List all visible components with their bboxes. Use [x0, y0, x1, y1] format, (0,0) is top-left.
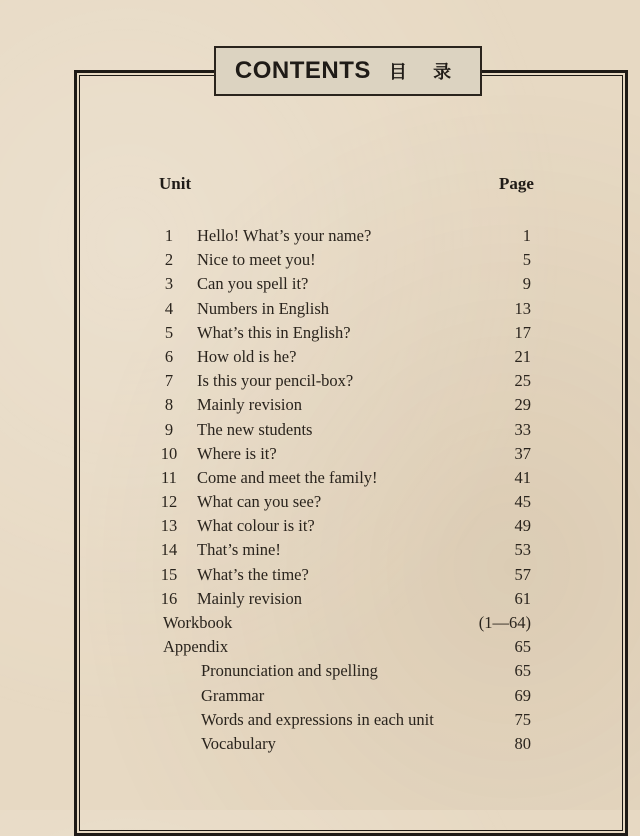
- page-number: 57: [514, 564, 531, 584]
- toc-row-appendix-item[interactable]: [0, 732, 640, 756]
- toc-row-appendix[interactable]: [0, 635, 640, 659]
- unit-number: 9: [164, 419, 174, 439]
- page-number: 25: [514, 371, 531, 391]
- page-number: (1—64): [478, 613, 531, 632]
- page-number: 69: [514, 685, 531, 705]
- page-number: 49: [514, 516, 531, 536]
- page-number: 45: [514, 492, 531, 512]
- appendix-item-title: Pronunciation and spelling: [201, 661, 378, 681]
- appendix-title: Appendix: [163, 637, 229, 657]
- page-number: 65: [514, 661, 531, 681]
- toc-row-unit-11[interactable]: [0, 466, 640, 490]
- page-number: 21: [514, 346, 531, 366]
- unit-number: 8: [164, 395, 174, 415]
- toc-row-appendix-item[interactable]: [0, 684, 640, 708]
- unit-title: Can you spell it?: [197, 274, 309, 294]
- unit-number: 10: [160, 443, 178, 463]
- toc-row-unit-16[interactable]: [0, 587, 640, 611]
- unit-number: 7: [164, 371, 174, 391]
- page-column-header: Page: [499, 174, 534, 193]
- unit-title: What’s this in English?: [197, 322, 351, 342]
- unit-title: What’s the time?: [197, 564, 309, 584]
- unit-title: How old is he?: [197, 346, 297, 366]
- unit-column-header: Unit: [159, 174, 192, 193]
- toc-row-appendix-item[interactable]: [0, 659, 640, 683]
- unit-title: Mainly revision: [197, 395, 302, 415]
- contents-title-box: [214, 46, 482, 96]
- page-number: 65: [514, 637, 531, 657]
- page-number: 1: [522, 226, 531, 245]
- page-number: 13: [514, 298, 531, 318]
- unit-number: 16: [160, 588, 178, 608]
- unit-title: Is this your pencil-box?: [197, 371, 354, 391]
- unit-number: 12: [160, 492, 178, 512]
- table-of-contents: [0, 224, 640, 756]
- page-title: CONTENTS: [234, 57, 371, 84]
- page-title-chinese: 目 录: [388, 62, 462, 83]
- page-number: 61: [514, 588, 531, 608]
- page-number: 17: [514, 322, 531, 342]
- unit-title: Numbers in English: [197, 298, 329, 318]
- unit-title: What can you see?: [197, 492, 322, 512]
- toc-row-unit-8[interactable]: [0, 393, 640, 417]
- unit-number: 15: [160, 564, 178, 584]
- toc-row-unit-15[interactable]: [0, 563, 640, 587]
- toc-row-unit-7[interactable]: [0, 369, 640, 393]
- page-number: 37: [514, 443, 531, 463]
- unit-title: Hello! What’s your name?: [197, 226, 372, 245]
- page-number: 75: [514, 709, 531, 729]
- unit-number: 5: [164, 322, 174, 342]
- unit-number: 2: [164, 250, 174, 270]
- page-number: 33: [514, 419, 531, 439]
- unit-number: 14: [160, 540, 178, 560]
- page-number: 53: [514, 540, 531, 560]
- unit-number: 6: [164, 346, 174, 366]
- unit-title: What colour is it?: [197, 516, 315, 536]
- unit-number: 1: [164, 226, 174, 245]
- toc-row-unit-1[interactable]: [0, 224, 640, 248]
- appendix-item-title: Grammar: [201, 685, 265, 705]
- page-number: 9: [522, 274, 531, 294]
- toc-row-unit-14[interactable]: [0, 538, 640, 562]
- toc-row-unit-12[interactable]: [0, 490, 640, 514]
- toc-row-appendix-item[interactable]: [0, 708, 640, 732]
- toc-row-unit-10[interactable]: [0, 442, 640, 466]
- unit-number: 4: [164, 298, 174, 318]
- unit-title: That’s mine!: [197, 540, 281, 560]
- page-number: 80: [514, 733, 531, 753]
- toc-row-unit-6[interactable]: [0, 345, 640, 369]
- workbook-title: Workbook: [163, 613, 233, 632]
- toc-row-unit-9[interactable]: [0, 418, 640, 442]
- unit-number: 11: [161, 467, 177, 487]
- toc-row-unit-3[interactable]: [0, 272, 640, 296]
- unit-title: Mainly revision: [197, 588, 302, 608]
- toc-row-unit-5[interactable]: [0, 321, 640, 345]
- unit-title: The new students: [197, 419, 313, 439]
- page-number: 29: [514, 395, 531, 415]
- toc-row-workbook[interactable]: [0, 611, 640, 635]
- toc-row-unit-2[interactable]: [0, 248, 640, 272]
- unit-title: Where is it?: [197, 443, 277, 463]
- unit-title: Come and meet the family!: [197, 467, 378, 487]
- appendix-item-title: Vocabulary: [201, 733, 276, 753]
- unit-number: 13: [160, 516, 178, 536]
- unit-number: 3: [164, 274, 174, 294]
- unit-title: Nice to meet you!: [197, 250, 316, 270]
- appendix-item-title: Words and expressions in each unit: [201, 709, 434, 729]
- page-number: 41: [514, 467, 531, 487]
- page-number: 5: [522, 250, 531, 270]
- toc-row-unit-4[interactable]: [0, 297, 640, 321]
- toc-row-unit-13[interactable]: [0, 514, 640, 538]
